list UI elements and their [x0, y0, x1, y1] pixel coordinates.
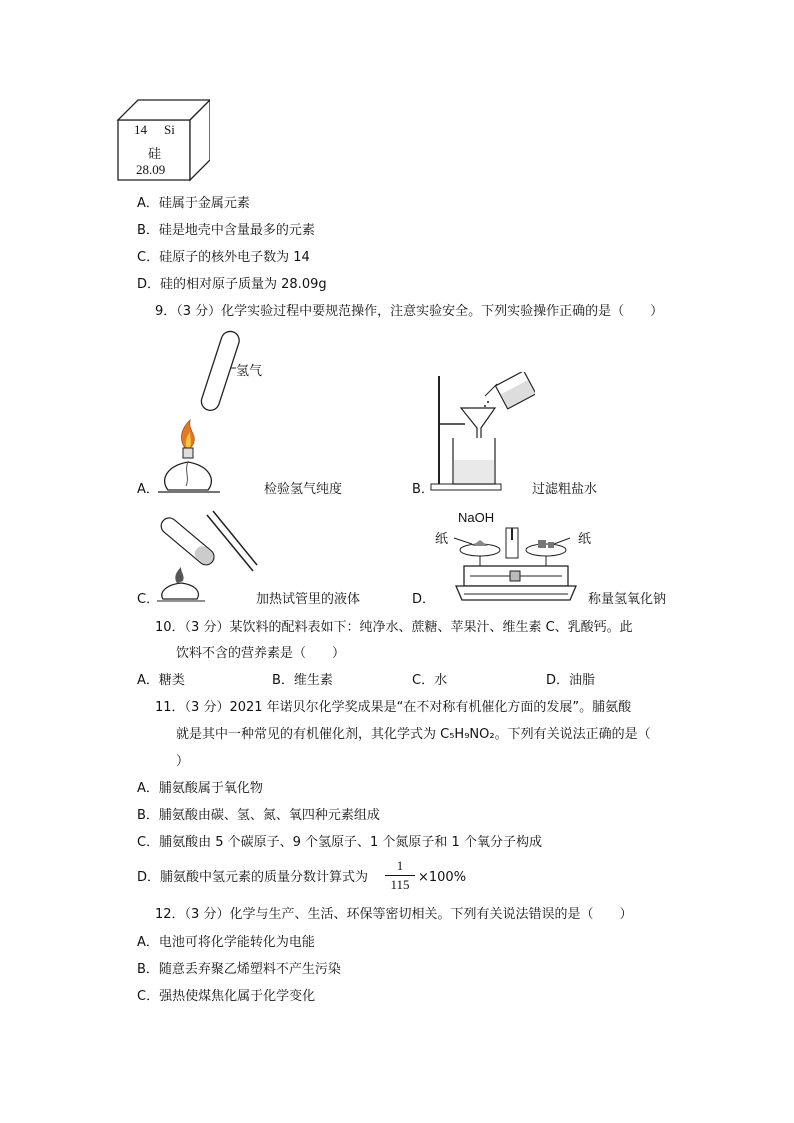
- fraction-denominator: 115: [390, 877, 410, 892]
- q8-option-b: B．硅是地壳中含量最多的元素: [137, 223, 315, 238]
- q10-stem-line2: 饮料不含的营养素是（ ）: [176, 646, 346, 661]
- q9-option-d-caption: 称量氢氧化钠: [588, 592, 667, 607]
- q11-fraction: [385, 858, 415, 893]
- q8-option-a: A．硅属于金属元素: [137, 196, 250, 211]
- q11-stem-line3: ）: [176, 754, 190, 769]
- q12-option-a: A．电池可将化学能转化为电能: [137, 935, 315, 950]
- q12-option-c: C．强热使煤焦化属于化学变化: [137, 989, 316, 1004]
- atomic-mass: 28.09: [136, 162, 166, 177]
- figure-filtration: [425, 372, 535, 494]
- q10-option-a: A．糖类: [137, 673, 185, 688]
- q9-option-a-letter: A．: [137, 482, 159, 497]
- q8-option-c: C．硅原子的核外电子数为 14: [137, 250, 310, 265]
- q11-option-d-text: D．脯氨酸中氢元素的质量分数计算式为: [137, 870, 369, 885]
- q9-option-c-letter: C．: [137, 592, 160, 607]
- element-symbol: Si: [164, 122, 175, 137]
- hydrogen-label: 氢气: [236, 364, 263, 379]
- figure-hydrogen-test: [150, 330, 263, 495]
- q10-stem-line1: 10．（3 分）某饮料的配料表如下：纯净水、蔗糖、苹果汁、维生素 C、乳酸钙。此: [155, 620, 633, 635]
- q8-option-d: D．硅的相对原子质量为 28.09g: [137, 277, 327, 292]
- naoh-label: NaOH: [458, 510, 495, 525]
- q11-option-a: A．脯氨酸属于氧化物: [137, 781, 263, 796]
- q11-option-c: C．脯氨酸由 5 个碳原子、9 个氢原子、1 个氮原子和 1 个氧分子构成: [137, 835, 542, 850]
- q11-stem-line1: 11．（3 分）2021 年诺贝尔化学奖成果是“在不对称有机催化方面的发展”。脯氨酸: [155, 700, 632, 715]
- element-name: 硅: [148, 147, 162, 162]
- fraction-numerator: 1: [396, 858, 404, 873]
- fraction-bar: [385, 875, 415, 876]
- q11-stem-line2: 就是其中一种常见的有机催化剂，其化学式为 C₅H₉NO₂。下列有关说法正确的是（: [176, 727, 651, 742]
- element-card: [116, 98, 210, 182]
- atomic-number: 14: [134, 122, 147, 137]
- q11-option-d-suffix: ×100%: [418, 870, 467, 885]
- q9-option-b-letter: B．: [412, 482, 434, 497]
- q9-stem: 9．（3 分）化学实验过程中要规范操作，注意实验安全。下列实验操作正确的是（ ）: [155, 304, 664, 319]
- q12-stem: 12．（3 分）化学与生产、生活、环保等密切相关。下列有关说法错误的是（ ）: [155, 907, 633, 922]
- q9-option-b-caption: 过滤粗盐水: [532, 482, 598, 497]
- q9-option-a-caption: 检验氢气纯度: [264, 482, 343, 497]
- q12-option-b: B．随意丢弃聚乙烯塑料不产生污染: [137, 962, 341, 977]
- q10-option-c: C．水: [412, 673, 448, 688]
- figure-heating-liquid: [155, 505, 260, 605]
- q10-option-d: D．油脂: [546, 673, 596, 688]
- paper-left-label: 纸: [435, 532, 449, 547]
- q10-option-b: B．维生素: [272, 673, 333, 688]
- figure-balance: [450, 524, 580, 604]
- q9-option-c-caption: 加热试管里的液体: [256, 592, 361, 607]
- paper-right-label: 纸: [578, 532, 592, 547]
- q11-option-b: B．脯氨酸由碳、氢、氮、氧四种元素组成: [137, 808, 380, 823]
- q9-option-d-letter: D．: [412, 592, 436, 607]
